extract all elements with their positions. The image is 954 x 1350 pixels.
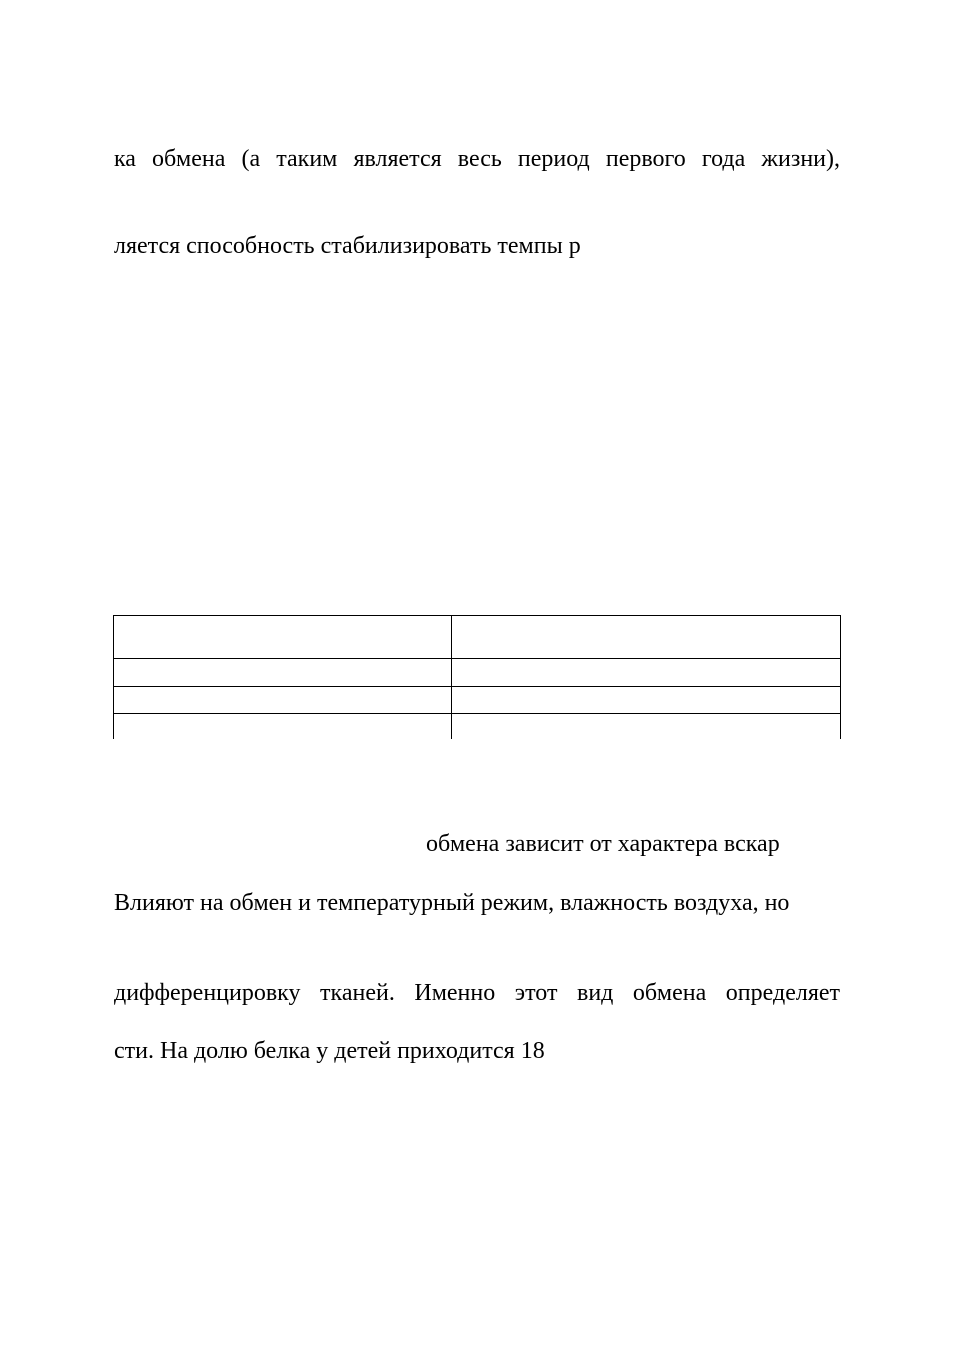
table-border-top — [113, 615, 841, 616]
table-row-divider — [113, 686, 841, 687]
text-line-5: дифференцировку тканей. Именно этот вид обмена определяет — [114, 980, 840, 1006]
text-line-3: обмена зависит от характера вскар — [426, 831, 780, 857]
table-row-divider — [113, 658, 841, 659]
table-column-divider — [451, 615, 452, 739]
table-border-right — [840, 615, 841, 739]
table-row-divider — [113, 713, 841, 714]
text-line-6: сти. На долю белка у детей приходится 18 — [114, 1038, 545, 1064]
table-border-left — [113, 615, 114, 739]
text-line-1: ка обмена (а таким является весь период первого года жизни), — [114, 146, 840, 172]
empty-table — [113, 615, 841, 739]
text-line-2: ляется способность стабилизировать темпы р — [114, 233, 581, 259]
text-line-4: Влияют на обмен и температурный режим, влажность воздуха, но — [114, 890, 790, 916]
